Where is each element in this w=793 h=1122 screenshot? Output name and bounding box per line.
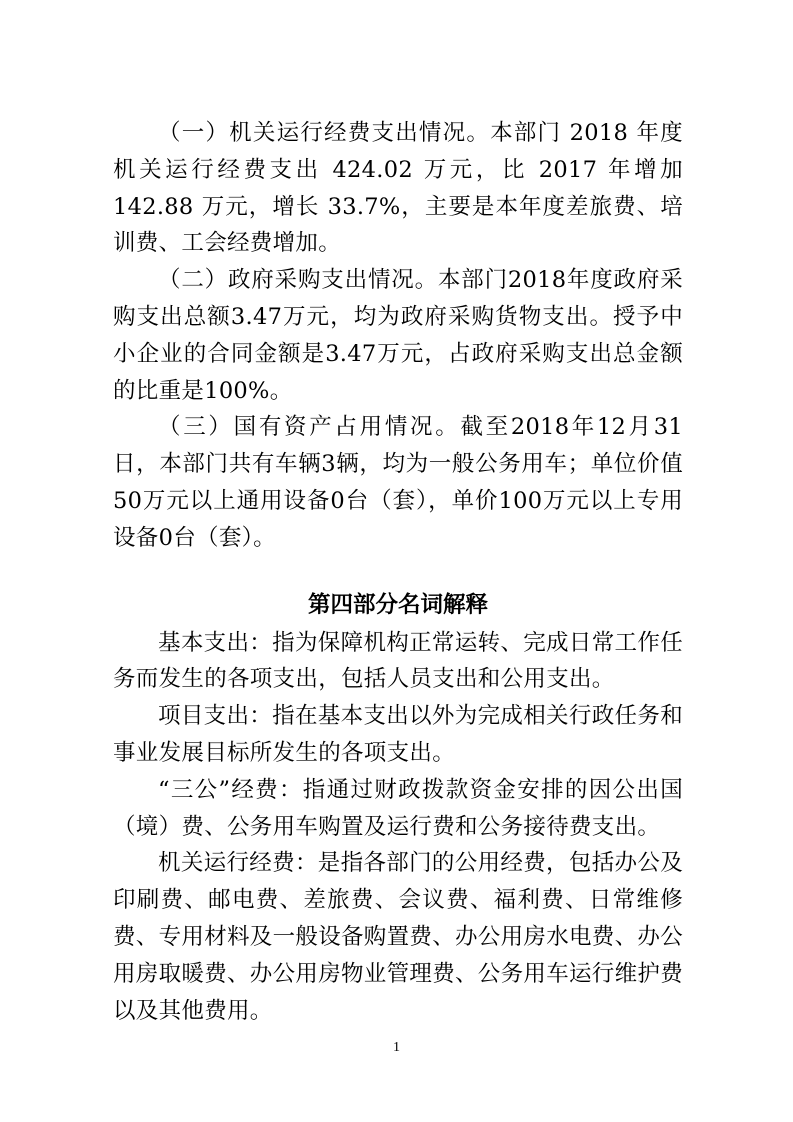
paragraph-agency-operating-expenses: 机关运行经费：是指各部门的公用经费，包括办公及印刷费、邮电费、差旅费、会议费、福利费、日常维修费、专用材料及一般设备购置费、办公用房水电费、办公用房取暖费、办公用房物业管理费、公务用车运行维护费以及其他费用。 [113,850,684,1024]
paragraph-state-assets: （三）国有资产占用情况。截至2018年12月31日，本部门共有车辆3辆，均为一般公务用车；单位价值50万元以上通用设备0台（套），单价100万元以上专用设备0台（套）。 [113,414,683,551]
paragraph-government-procurement: （二）政府采购支出情况。本部门2018年度政府采购支出总额3.47万元，均为政府采购货物支出。授予中小企业的合同金额是3.47万元，占政府采购支出总金额的比重是100%。 [113,267,683,404]
paragraph-project-expenditure: 项目支出：指在基本支出以外为完成相关行政任务和事业发展目标所发生的各项支出。 [113,703,683,766]
paragraph-basic-expenditure: 基本支出：指为保障机构正常运转、完成日常工作任务而发生的各项支出，包括人员支出和公用支出。 [113,629,683,693]
page-number: 1 [393,1040,400,1055]
paragraph-three-public-expenses: “三公”经费：指通过财政拨款资金安排的因公出国（境）费、公务用车购置及运行费和公务接待费支出。 [113,776,683,840]
glossary-section [113,625,683,1030]
section-title: 第四部分名词解释 [307,591,488,618]
document-body [113,115,683,1029]
expenditure-section [113,115,683,557]
paragraph-operating-expenses: （一）机关运行经费支出情况。本部门 2018 年度机关运行经费支出 424.02 万元，比 2017 年增加 142.88 万元，增长 33.7%，主要是本年度差旅费、培训费、工会经费增加。 [113,120,683,257]
